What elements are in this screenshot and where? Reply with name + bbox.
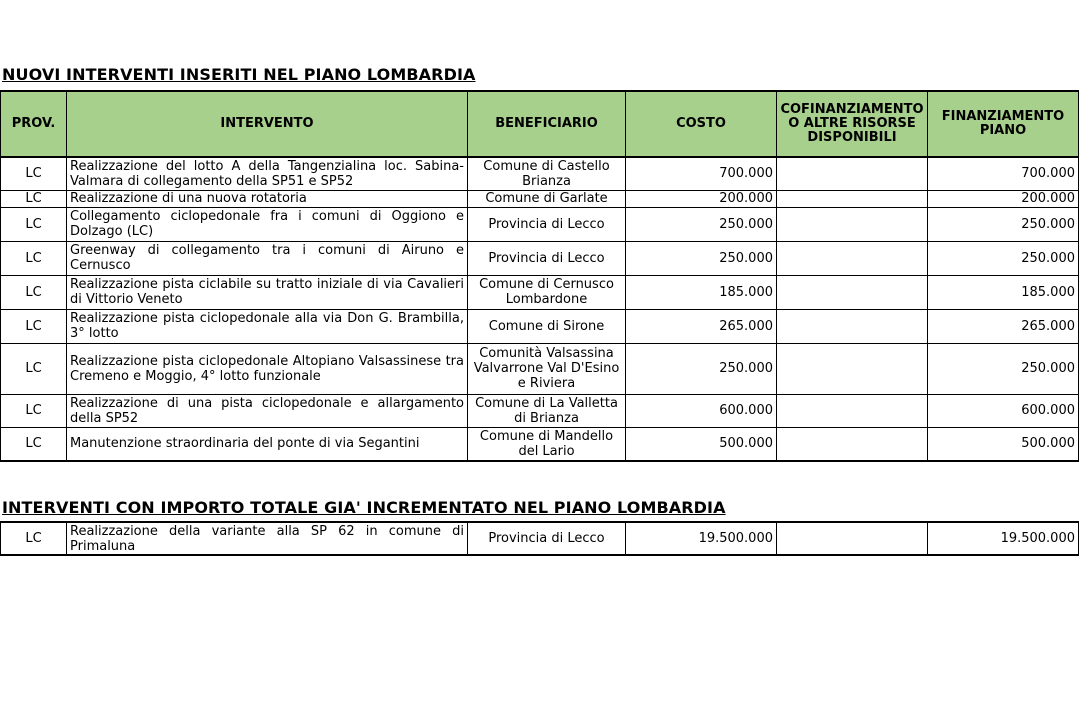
cell-beneficiario: Comune di Mandello del Lario — [468, 427, 626, 461]
cell-costo: 600.000 — [626, 394, 777, 427]
cell-intervento: Realizzazione di una pista ciclopedonale e allargamento della SP52 — [67, 394, 468, 427]
cell-beneficiario: Provincia di Lecco — [468, 207, 626, 241]
cell-finanziamento: 250.000 — [928, 207, 1079, 241]
cell-beneficiario: Comune di Castello Brianza — [468, 157, 626, 190]
cell-beneficiario: Comune di Cernusco Lombardone — [468, 275, 626, 309]
table-row — [1, 394, 1079, 427]
table-row — [1, 157, 1079, 190]
cell-cofinanziamento — [777, 522, 928, 555]
cell-finanziamento: 600.000 — [928, 394, 1079, 427]
interventi-incrementati-table — [0, 521, 1079, 556]
table-row — [1, 275, 1079, 309]
table-row — [1, 190, 1079, 207]
cell-prov: LC — [1, 427, 67, 461]
interventi-table — [0, 90, 1079, 462]
cell-costo: 700.000 — [626, 157, 777, 190]
cell-beneficiario: Comunità Valsassina Valvarrone Val D'Esino e Riviera — [468, 343, 626, 394]
header-beneficiario: BENEFICIARIO — [468, 91, 626, 157]
cell-costo: 265.000 — [626, 309, 777, 343]
table-row — [1, 207, 1079, 241]
cell-prov: LC — [1, 157, 67, 190]
cell-beneficiario: Provincia di Lecco — [468, 522, 626, 555]
cell-intervento: Realizzazione pista ciclopedonale alla via Don G. Brambilla, 3° lotto — [67, 309, 468, 343]
cell-cofinanziamento — [777, 157, 928, 190]
cell-beneficiario: Provincia di Lecco — [468, 241, 626, 275]
cell-cofinanziamento — [777, 343, 928, 394]
cell-beneficiario: Comune di Garlate — [468, 190, 626, 207]
cell-intervento: Realizzazione pista ciclabile su tratto iniziale di via Cavalieri di Vittorio Veneto — [67, 275, 468, 309]
cell-prov: LC — [1, 241, 67, 275]
cell-prov: LC — [1, 275, 67, 309]
cell-intervento: Manutenzione straordinaria del ponte di via Segantini — [67, 427, 468, 461]
cell-intervento: Collegamento ciclopedonale fra i comuni di Oggiono e Dolzago (LC) — [67, 207, 468, 241]
cell-cofinanziamento — [777, 394, 928, 427]
cell-beneficiario: Comune di La Valletta di Brianza — [468, 394, 626, 427]
cell-finanziamento: 19.500.000 — [928, 522, 1079, 555]
cell-costo: 19.500.000 — [626, 522, 777, 555]
table-header-row — [1, 91, 1079, 157]
cell-costo: 250.000 — [626, 343, 777, 394]
section-title-nuovi-interventi: NUOVI INTERVENTI INSERITI NEL PIANO LOMBARDIA — [2, 65, 476, 84]
cell-cofinanziamento — [777, 190, 928, 207]
cell-finanziamento: 185.000 — [928, 275, 1079, 309]
cell-cofinanziamento — [777, 427, 928, 461]
table-row — [1, 309, 1079, 343]
table-row — [1, 241, 1079, 275]
header-intervento: INTERVENTO — [67, 91, 468, 157]
header-prov: PROV. — [1, 91, 67, 157]
cell-intervento: Greenway di collegamento tra i comuni di Airuno e Cernusco — [67, 241, 468, 275]
cell-costo: 185.000 — [626, 275, 777, 309]
cell-prov: LC — [1, 343, 67, 394]
table-row — [1, 427, 1079, 461]
cell-intervento: Realizzazione della variante alla SP 62 in comune di Primaluna — [67, 522, 468, 555]
cell-cofinanziamento — [777, 207, 928, 241]
cell-prov: LC — [1, 309, 67, 343]
header-finanziamento: FINANZIAMENTO PIANO — [928, 91, 1079, 157]
cell-beneficiario: Comune di Sirone — [468, 309, 626, 343]
cell-prov: LC — [1, 394, 67, 427]
cell-finanziamento: 500.000 — [928, 427, 1079, 461]
cell-intervento: Realizzazione di una nuova rotatoria — [67, 190, 468, 207]
cell-costo: 200.000 — [626, 190, 777, 207]
cell-finanziamento: 200.000 — [928, 190, 1079, 207]
header-cofinanziamento: COFINANZIAMENTO O ALTRE RISORSE DISPONIBILI — [777, 91, 928, 157]
section-title-interventi-incrementati: INTERVENTI CON IMPORTO TOTALE GIA' INCREMENTATO NEL PIANO LOMBARDIA — [2, 498, 726, 517]
cell-costo: 250.000 — [626, 241, 777, 275]
cell-costo: 500.000 — [626, 427, 777, 461]
cell-finanziamento: 250.000 — [928, 343, 1079, 394]
cell-finanziamento: 250.000 — [928, 241, 1079, 275]
cell-finanziamento: 700.000 — [928, 157, 1079, 190]
cell-finanziamento: 265.000 — [928, 309, 1079, 343]
cell-prov: LC — [1, 522, 67, 555]
cell-intervento: Realizzazione del lotto A della Tangenzialina loc. Sabina-Valmara di collegamento della SP51 e SP52 — [67, 157, 468, 190]
header-costo: COSTO — [626, 91, 777, 157]
cell-cofinanziamento — [777, 275, 928, 309]
cell-cofinanziamento — [777, 241, 928, 275]
cell-intervento: Realizzazione pista ciclopedonale Altopiano Valsassinese tra Cremeno e Moggio, 4° lotto funzionale — [67, 343, 468, 394]
cell-prov: LC — [1, 190, 67, 207]
cell-cofinanziamento — [777, 309, 928, 343]
table-row — [1, 343, 1079, 394]
cell-costo: 250.000 — [626, 207, 777, 241]
table-row — [1, 522, 1079, 555]
cell-prov: LC — [1, 207, 67, 241]
